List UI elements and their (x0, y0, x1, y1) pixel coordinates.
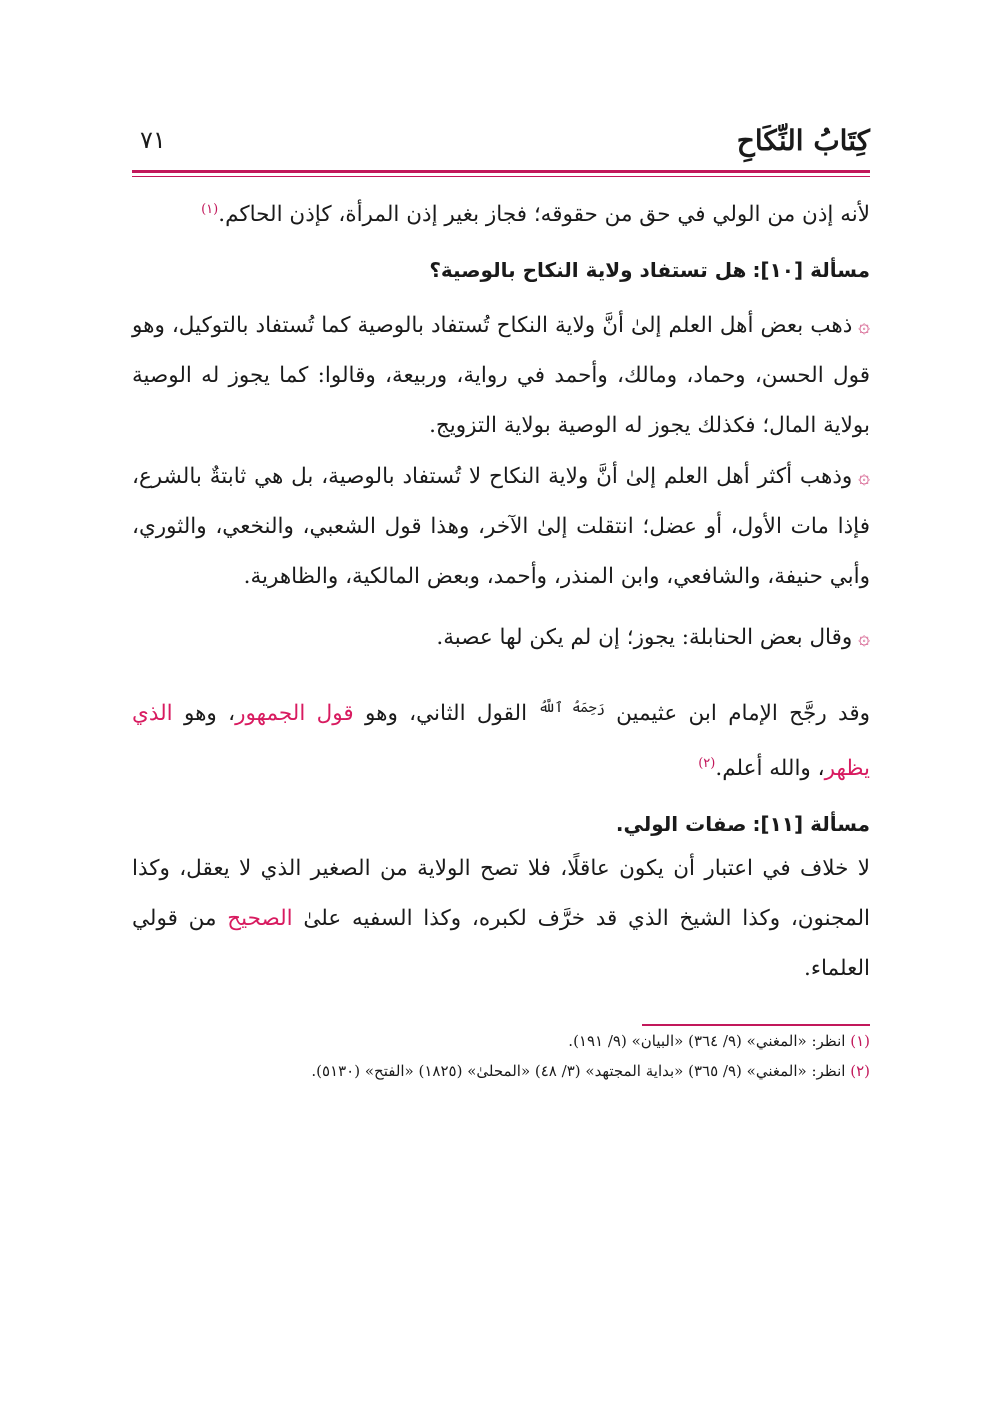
text-segment: وقد رجَّح الإمام ابن عثيمين (616, 701, 870, 727)
header-rule-thin (132, 176, 870, 177)
footnote-2 (132, 1056, 870, 1086)
paragraph-continuation (132, 185, 870, 240)
ornament-icon: ۞ (858, 313, 870, 338)
footnote-number: (٢) (850, 1062, 870, 1081)
footnote-1 (132, 1026, 870, 1056)
ornament-icon: ۞ (858, 464, 870, 489)
text-segment: ، والله أعلم. (715, 756, 825, 782)
highlight-text: قول الجمهور (235, 701, 354, 727)
page (132, 118, 870, 1086)
question-title: هل تستفاد ولاية النكاح بالوصية؟ (429, 258, 747, 283)
question-label: مسألة [١٠]: (752, 258, 870, 283)
page-number: ٧١ (140, 126, 166, 154)
paragraph-text: وذهب أكثر أهل العلم إلىٰ أنَّ ولاية النكاح لا تُستفاد بالوصية، بل هي ثابتةٌ بالشرع، فإذا مات الأول، أو عضل؛ انتقلت إلىٰ الآخر، وهذا قول الشعبي، والنخعي، والثوري، وأبي حنيفة، والشافعي، وابن المنذر، وأحمد، وبعض المالكية، والظاهرية. (132, 464, 870, 590)
text-segment: لا خلاف في اعتبار أن يكون عاقلًا، فلا تصح الولاية من الصغير الذي لا يعقل، وكذا المجنون، وكذا الشيخ الذي قد خرَّف لكبره، وكذا السفيه علىٰ (132, 856, 870, 932)
paragraph-text: ذهب بعض أهل العلم إلىٰ أنَّ ولاية النكاح تُستفاد بالوصية كما تُستفاد بالتوكيل، وهو قول الحسن، وحماد، ومالك، وأحمد في رواية، وربيعة، وقالوا: كما يجوز له الوصية بولاية المال؛ فكذلك يجوز له الوصية بولاية التزويج. (132, 313, 870, 439)
paragraph-conclusion (132, 683, 870, 794)
paragraph-opinion-1 (132, 300, 870, 451)
question-title: صفات الولي. (615, 812, 747, 837)
question-label: مسألة [١١]: (752, 812, 870, 837)
page-header (132, 118, 870, 166)
honorific-glyph: رَحِمَهُ ٱللَّهُ (538, 700, 605, 717)
header-rule-thick (132, 170, 870, 173)
paragraph-opinion-2 (132, 451, 870, 602)
paragraph-text: وقال بعض الحنابلة: يجوز؛ إن لم يكن لها عصبة. (436, 625, 853, 651)
ornament-icon: ۞ (858, 625, 870, 650)
paragraph-attributes (132, 844, 870, 994)
footnote-number: (١) (850, 1032, 870, 1051)
text-segment: ، وهو (183, 701, 236, 727)
highlight-text: الذي يظهر (132, 701, 870, 782)
footnote-text: انظر: «المغني» (٩/ ٣٦٤) «البيان» (٩/ ١٩١). (568, 1032, 846, 1051)
line-text: لأنه إذن من الولي في حق من حقوقه؛ فجاز بغير إذن المرأة، كإذن الحاكم. (218, 202, 870, 228)
footnote-ref-1: (١) (201, 202, 219, 217)
text-segment: من قولي العلماء. (132, 906, 870, 982)
footnote-ref-2: (٢) (698, 756, 716, 772)
highlight-text: الصحيح (227, 906, 293, 932)
paragraph-opinion-3 (132, 612, 870, 663)
footnote-text: انظر: «المغني» (٩/ ٣٦٥) «بداية المجتهد» (٣/ ٤٨) «المحلىٰ» (١٨٢٥) «الفتح» (٥١٣٠). (311, 1062, 846, 1081)
running-title: كِتَابُ النِّكَاحِ (736, 124, 870, 157)
question-heading-10 (132, 250, 870, 290)
question-heading-11 (132, 804, 870, 844)
text-segment: القول الثاني، وهو (365, 701, 528, 727)
